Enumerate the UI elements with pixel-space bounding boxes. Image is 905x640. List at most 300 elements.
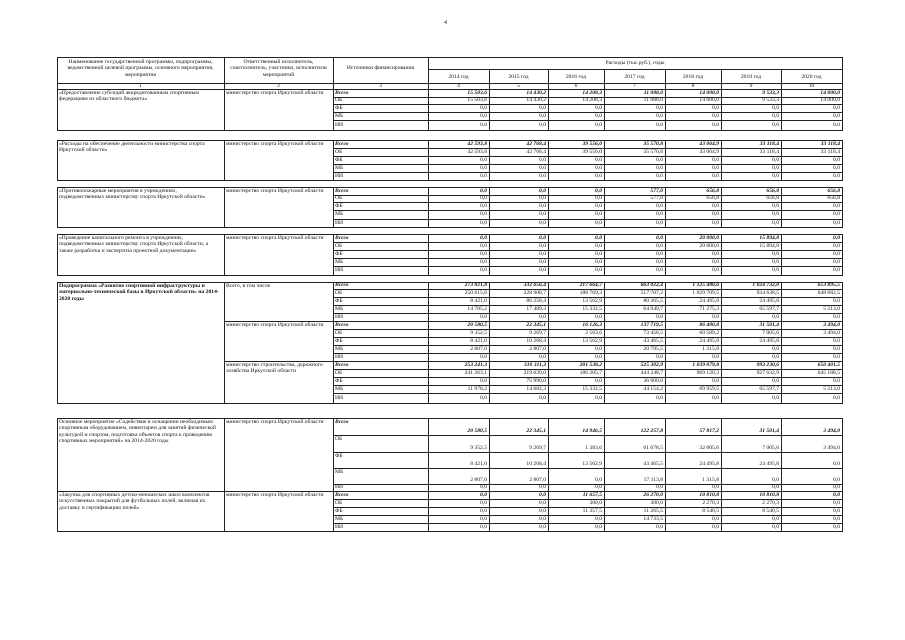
amount-cell: 0,0 [595, 211, 602, 218]
grid-line [333, 491, 334, 531]
amount-cell: 0,0 [539, 187, 546, 194]
amount-cell: 2 563,6 [585, 329, 602, 336]
amount-cell: 0,0 [656, 523, 663, 530]
funding-source: ИИ [335, 313, 344, 320]
amount-cell: 0,0 [833, 242, 840, 249]
amount-cell: 86 258,4 [526, 297, 546, 304]
amount-cell: 15 894,8 [759, 234, 779, 241]
program-item-name: Основное мероприятие «Содействие в оснащении необходимым спортивным оборудованием, инвентарем для занятий физической культурой и спортом, подготовка объектов спорта к проведению спортивных мероприятий» на 2014-2020 годы [59, 419, 216, 444]
executor-name: министерство спорта Иркутской области [226, 419, 324, 425]
amount-cell: 656,8 [827, 195, 840, 202]
grid-line [57, 130, 843, 131]
grid-line [842, 418, 843, 491]
amount-cell: 14 785,2 [467, 305, 487, 312]
funding-source: ОБ [335, 195, 343, 202]
amount-cell: 13 562,9 [582, 460, 602, 467]
amount-cell: 75 990,0 [526, 377, 546, 384]
funding-source: ФБ [335, 156, 343, 163]
amount-cell: 0,0 [833, 258, 840, 265]
amount-cell: 653 895,5 [817, 282, 840, 289]
amount-cell: 20 580,5 [467, 427, 487, 434]
funding-source: ФБ [335, 337, 343, 344]
amount-cell: 0,0 [539, 491, 546, 498]
amount-cell: 0,0 [656, 353, 663, 360]
amount-cell: 0,0 [595, 394, 602, 401]
amount-cell: 2 807,0 [470, 345, 487, 352]
amount-cell: 20 580,5 [467, 321, 487, 328]
executor-name: министерство спорта Иркутской области [226, 235, 324, 241]
amount-cell: 517 707,2 [640, 289, 663, 296]
amount-cell: 35 570,8 [643, 140, 663, 147]
amount-cell: 0,0 [595, 242, 602, 249]
grid-line [57, 491, 58, 531]
amount-cell: 0,0 [656, 172, 663, 179]
amount-cell: 0,0 [539, 394, 546, 401]
amount-cell: 0,0 [772, 121, 779, 128]
funding-source: Всего [335, 282, 349, 289]
amount-cell: 0,0 [772, 258, 779, 265]
amount-cell: 0,0 [772, 267, 779, 274]
header-col-number: 6 [574, 82, 578, 89]
amount-cell: 7 005,6 [762, 444, 779, 451]
grid-line [57, 187, 58, 227]
amount-cell: 186 205,7 [579, 369, 602, 376]
amount-cell: 0,0 [712, 112, 719, 119]
amount-cell: 0,0 [833, 484, 840, 491]
header-col-number: 10 [808, 82, 815, 89]
amount-cell: 0,0 [772, 484, 779, 491]
amount-cell: 300,0 [650, 499, 663, 506]
amount-cell: 0,0 [656, 250, 663, 257]
amount-cell: 0,0 [595, 250, 602, 257]
amount-cell: 22 345,1 [526, 427, 546, 434]
amount-cell: 0,0 [595, 104, 602, 111]
amount-cell: 122 257,8 [640, 427, 663, 434]
amount-cell: 0,0 [656, 104, 663, 111]
amount-cell: 0,0 [712, 258, 719, 265]
amount-cell: 15 894,8 [759, 242, 779, 249]
amount-cell: 0,0 [539, 484, 546, 491]
grid-line [842, 57, 843, 89]
amount-cell: 0,0 [833, 345, 840, 352]
amount-cell: 650 401,5 [817, 361, 840, 368]
amount-cell: 0,0 [595, 187, 602, 194]
amount-cell: 0,0 [539, 156, 546, 163]
funding-source: ОБ [335, 369, 343, 376]
amount-cell: 0,0 [480, 211, 487, 218]
funding-source: Всего [335, 140, 349, 147]
amount-cell: 0,0 [480, 156, 487, 163]
header-col-number: 7 [633, 82, 636, 89]
amount-cell: 0,0 [595, 476, 602, 483]
amount-cell: 5 213,0 [823, 385, 840, 392]
executor-name: министерство строительства, дорожного хозяйства Иркутской области [226, 362, 323, 375]
amount-cell: 14 000,0 [699, 89, 719, 96]
amount-cell: 273 821,8 [464, 282, 487, 289]
amount-cell: 20 795,5 [643, 345, 663, 352]
grid-line [224, 321, 225, 361]
amount-cell: 444 248,7 [640, 369, 663, 376]
amount-cell: 648 682,5 [817, 289, 840, 296]
funding-source: ИИ [335, 219, 344, 226]
amount-cell: 0,0 [656, 202, 663, 209]
amount-cell: 43 064,9 [699, 148, 719, 155]
executor-name: министерство спорта Иркутской области [226, 322, 324, 328]
amount-cell: 0,0 [595, 515, 602, 522]
amount-cell: 65 597,7 [759, 385, 779, 392]
amount-cell: 2 807,0 [529, 345, 546, 352]
amount-cell: 0,0 [595, 377, 602, 384]
funding-source: Всего [335, 419, 349, 425]
amount-cell: 0,0 [480, 234, 487, 241]
amount-cell: 8 421,0 [470, 337, 487, 344]
amount-cell: 15 332,5 [582, 385, 602, 392]
amount-cell: 16 126,3 [582, 321, 602, 328]
amount-cell: 17 113,8 [643, 476, 663, 483]
amount-cell: 0,0 [480, 394, 487, 401]
amount-cell: 934 638,5 [756, 289, 779, 296]
amount-cell: 201 538,2 [579, 361, 602, 368]
funding-source: Всего [335, 187, 349, 194]
amount-cell: 35 570,8 [643, 148, 663, 155]
amount-cell: 0,0 [712, 267, 719, 274]
amount-cell: 0,0 [833, 353, 840, 360]
amount-cell: 332 656,4 [523, 282, 546, 289]
amount-cell: 14 000,0 [820, 97, 840, 104]
amount-cell: 0,0 [833, 491, 840, 498]
amount-cell: 0,0 [480, 491, 487, 498]
amount-cell: 0,0 [772, 104, 779, 111]
amount-cell: 0,0 [595, 234, 602, 241]
amount-cell: 0,0 [833, 507, 840, 514]
amount-cell: 43 465,5 [643, 460, 663, 467]
grid-line [333, 120, 843, 121]
amount-cell: 7 005,6 [762, 329, 779, 336]
amount-cell: 0,0 [595, 313, 602, 320]
amount-cell: 0,0 [833, 297, 840, 304]
amount-cell: 228 908,7 [523, 289, 546, 296]
grid-line [333, 435, 843, 436]
amount-cell: 31 501,4 [759, 427, 779, 434]
amount-cell: 250 615,6 [464, 289, 487, 296]
amount-cell: 0,0 [480, 313, 487, 320]
amount-cell: 0,0 [833, 394, 840, 401]
header-col-number: 9 [749, 82, 753, 89]
amount-cell: 0,0 [656, 313, 663, 320]
header-col-number: 3 [379, 82, 382, 89]
amount-cell: 20 000,0 [699, 242, 719, 249]
amount-cell: 0,0 [539, 523, 546, 530]
amount-cell: 14 000,0 [699, 97, 719, 104]
grid-line [224, 491, 225, 531]
header-col-executor: Ответственный исполнитель, соисполнитель, участники, исполнители мероприятий [230, 59, 327, 78]
amount-cell: 14 430,2 [526, 97, 546, 104]
amount-cell: 32 005,6 [699, 444, 719, 451]
amount-cell: 9 269,7 [529, 444, 546, 451]
grid-line [224, 234, 225, 275]
funding-source: МБ [335, 515, 344, 522]
executor-name: министерство спорта Иркутской области [226, 492, 324, 498]
amount-cell: 300,0 [589, 499, 602, 506]
header-year: 2020 год [801, 74, 822, 80]
amount-cell: 0,0 [712, 377, 719, 384]
amount-cell: 2 270,3 [762, 499, 779, 506]
amount-cell: 0,0 [772, 164, 779, 171]
funding-source: ФБ [335, 104, 343, 111]
amount-cell: 61 678,5 [643, 444, 663, 451]
amount-cell: 42 593,8 [467, 140, 487, 147]
amount-cell: 0,0 [833, 172, 840, 179]
amount-cell: 0,0 [656, 234, 663, 241]
amount-cell: 0,0 [480, 202, 487, 209]
amount-cell: 0,0 [539, 112, 546, 119]
amount-cell: 60 589,2 [699, 329, 719, 336]
page-number: 4 [444, 20, 447, 26]
amount-cell: 0,0 [595, 345, 602, 352]
amount-cell: 0,0 [712, 219, 719, 226]
amount-cell: 0,0 [772, 112, 779, 119]
amount-cell: 0,0 [480, 112, 487, 119]
funding-source: ИИ [335, 267, 344, 274]
amount-cell: 0,0 [539, 499, 546, 506]
amount-cell: 0,0 [833, 499, 840, 506]
amount-cell: 69 959,5 [699, 385, 719, 392]
amount-cell: 86 400,8 [699, 321, 719, 328]
amount-cell: 0,0 [480, 104, 487, 111]
amount-cell: 36 900,0 [643, 377, 663, 384]
header-col-number: 2 [277, 82, 280, 89]
amount-cell: 2 270,3 [702, 499, 719, 506]
amount-cell: 0,0 [772, 211, 779, 218]
amount-cell: 2 807,0 [470, 476, 487, 483]
amount-cell: 0,0 [656, 121, 663, 128]
funding-source: ОБ [335, 97, 343, 104]
amount-cell: 0,0 [480, 121, 487, 128]
amount-cell: 0,0 [833, 313, 840, 320]
amount-cell: 0,0 [595, 172, 602, 179]
amount-cell: 0,0 [595, 121, 602, 128]
amount-cell: 0,0 [539, 507, 546, 514]
amount-cell: 241 263,1 [464, 369, 487, 376]
amount-cell: 663 022,4 [640, 282, 663, 289]
amount-cell: 44 154,2 [643, 385, 663, 392]
amount-cell: 0,0 [833, 476, 840, 483]
amount-cell: 0,0 [539, 250, 546, 257]
amount-cell: 5 213,0 [823, 305, 840, 312]
amount-cell: 1 125 480,6 [692, 282, 719, 289]
amount-cell: 0,0 [712, 394, 719, 401]
program-item-name: «Проведение капитального ремонта в учреждениях, подведомственных министерству спорта Иркутской области, а также разработка и экспертиза проектной документации» [59, 235, 209, 254]
amount-cell: 0,0 [772, 377, 779, 384]
grid-line [57, 531, 843, 532]
funding-source: МБ [335, 211, 344, 218]
funding-source: ОБ [335, 329, 343, 336]
header-year: 2016 год [565, 74, 587, 80]
funding-source: Всего [335, 361, 349, 368]
amount-cell: 0,0 [595, 258, 602, 265]
grid-line [224, 361, 225, 403]
amount-cell: 24 495,8 [759, 297, 779, 304]
amount-cell: 0,0 [833, 250, 840, 257]
amount-cell: 39 556,0 [582, 148, 602, 155]
amount-cell: 24 495,8 [699, 460, 719, 467]
amount-cell: 0,0 [833, 104, 840, 111]
grid-line [57, 89, 58, 130]
amount-cell: 656,8 [706, 195, 719, 202]
grid-line [333, 140, 334, 180]
amount-cell: 0,0 [539, 211, 546, 218]
header-year: 2015 год [508, 74, 529, 80]
grid-line [224, 140, 225, 180]
grid-line [57, 403, 843, 404]
amount-cell: 0,0 [480, 267, 487, 274]
amount-cell: 10 268,4 [526, 337, 546, 344]
funding-source: ИИ [335, 172, 344, 179]
amount-cell: 0,0 [712, 121, 719, 128]
amount-cell: 8 540,5 [702, 507, 719, 514]
amount-cell: 0,0 [772, 156, 779, 163]
amount-cell: 1 029 709,5 [692, 289, 719, 296]
amount-cell: 0,0 [772, 515, 779, 522]
amount-cell: 3 494,0 [823, 321, 840, 328]
amount-cell: 0,0 [712, 202, 719, 209]
amount-cell: 13 562,9 [582, 337, 602, 344]
amount-cell: 22 345,1 [526, 321, 546, 328]
amount-cell: 0,0 [480, 377, 487, 384]
amount-cell: 0,0 [539, 195, 546, 202]
amount-cell: 14 733,5 [643, 515, 663, 522]
amount-cell: 71 275,3 [699, 305, 719, 312]
funding-source: ФБ [335, 250, 343, 257]
funding-source: МБ [335, 385, 344, 392]
grid-line [57, 282, 58, 403]
amount-cell: 14 208,3 [582, 89, 602, 96]
amount-cell: 0,0 [772, 202, 779, 209]
amount-cell: 0,0 [539, 104, 546, 111]
amount-cell: 0,0 [595, 353, 602, 360]
funding-source: ИИ [335, 523, 344, 530]
amount-cell: 0,0 [656, 484, 663, 491]
amount-cell: 0,0 [656, 242, 663, 249]
amount-cell: 0,0 [480, 164, 487, 171]
amount-cell: 577,0 [650, 195, 663, 202]
funding-source: Всего [335, 321, 349, 328]
amount-cell: 656,8 [766, 195, 779, 202]
amount-cell: 1 024 732,0 [752, 282, 779, 289]
amount-cell: 24 495,8 [759, 337, 779, 344]
funding-source: МБ [335, 305, 344, 312]
amount-cell: 1 315,8 [702, 476, 719, 483]
amount-cell: 15 503,6 [467, 97, 487, 104]
amount-cell: 0,0 [480, 484, 487, 491]
amount-cell: 0,0 [656, 112, 663, 119]
amount-cell: 0,0 [656, 211, 663, 218]
amount-cell: 9 533,3 [762, 97, 779, 104]
amount-cell: 11 978,2 [467, 385, 487, 392]
funding-source: МБ [335, 345, 344, 352]
amount-cell: 0,0 [480, 499, 487, 506]
program-item-name: «Предоставление субсидий аккредитованным спортивным федерациям из областного бюджета» [59, 90, 199, 103]
header-expenses: Расходы (тыс.руб.), годы [605, 60, 665, 66]
amount-cell: 969 120,3 [696, 369, 719, 376]
amount-cell: 9 352,5 [470, 329, 487, 336]
grid-line [333, 321, 334, 361]
program-item-name: «Расходы на обеспечение деятельности министерства спорта Иркутской области» [59, 141, 205, 154]
amount-cell: 0,0 [595, 484, 602, 491]
amount-cell: 0,0 [712, 523, 719, 530]
funding-source: Всего [335, 491, 349, 498]
grid-line [333, 282, 334, 321]
program-item-name: «Противопожарные мероприятия в учреждениях, подведомственных министерству спорта Иркутской области» [59, 188, 206, 201]
header-col-number: 4 [457, 82, 460, 89]
funding-source: ОБ [335, 436, 343, 442]
amount-cell: 0,0 [595, 112, 602, 119]
grid-line [57, 418, 58, 491]
funding-source: МБ [335, 112, 344, 119]
funding-source: ОБ [335, 499, 343, 506]
amount-cell: 0,0 [656, 219, 663, 226]
amount-cell: 645 188,5 [817, 369, 840, 376]
amount-cell: 0,0 [833, 234, 840, 241]
amount-cell: 11 357,5 [582, 507, 602, 514]
amount-cell: 0,0 [772, 345, 779, 352]
funding-source: Всего [335, 234, 349, 241]
amount-cell: 3 494,0 [823, 444, 840, 451]
amount-cell: 0,0 [712, 172, 719, 179]
amount-cell: 31 501,4 [759, 321, 779, 328]
grid-line [333, 187, 334, 227]
amount-cell: 0,0 [539, 219, 546, 226]
amount-cell: 0,0 [539, 267, 546, 274]
amount-cell: 39 556,0 [582, 140, 602, 147]
amount-cell: 9 269,7 [529, 329, 546, 336]
header-year: 2019 год [740, 74, 762, 80]
amount-cell: 43 064,9 [699, 140, 719, 147]
amount-cell: 8 421,0 [470, 460, 487, 467]
amount-cell: 0,0 [480, 507, 487, 514]
grid-line [333, 234, 334, 275]
amount-cell: 9 533,3 [762, 89, 779, 96]
amount-cell: 0,0 [539, 234, 546, 241]
program-item-name: Подпрограмма «Развитие спортивной инфраструктуры и материально-технической базы в Иркутской области» на 2014-2020 годы [59, 283, 219, 302]
executor-name: Всего, в том числе [226, 283, 271, 289]
amount-cell: 14 946,5 [582, 427, 602, 434]
header-col-number: 1 [139, 82, 142, 89]
amount-cell: 0,0 [772, 394, 779, 401]
header-year: 2017 год [624, 74, 645, 80]
amount-cell: 2 807,0 [529, 476, 546, 483]
amount-cell: 0,0 [656, 258, 663, 265]
amount-cell: 17 489,3 [526, 305, 546, 312]
amount-cell: 0,0 [712, 211, 719, 218]
amount-cell: 13 562,9 [582, 297, 602, 304]
amount-cell: 0,0 [772, 172, 779, 179]
funding-source: ФБ [335, 297, 343, 304]
amount-cell: 0,0 [480, 353, 487, 360]
executor-name: министерство спорта Иркутской области [226, 90, 324, 96]
amount-cell: 1 039 079,8 [692, 361, 719, 368]
grid-line [333, 468, 843, 469]
funding-source: МБ [335, 164, 344, 171]
funding-source: ИИ [335, 484, 344, 491]
funding-source: ОБ [335, 242, 343, 249]
grid-line [224, 187, 225, 227]
grid-line [333, 452, 843, 453]
amount-cell: 15 332,5 [582, 305, 602, 312]
amount-cell: 42 593,8 [467, 148, 487, 155]
funding-source: ФБ [335, 453, 343, 459]
grid-line [333, 393, 843, 394]
